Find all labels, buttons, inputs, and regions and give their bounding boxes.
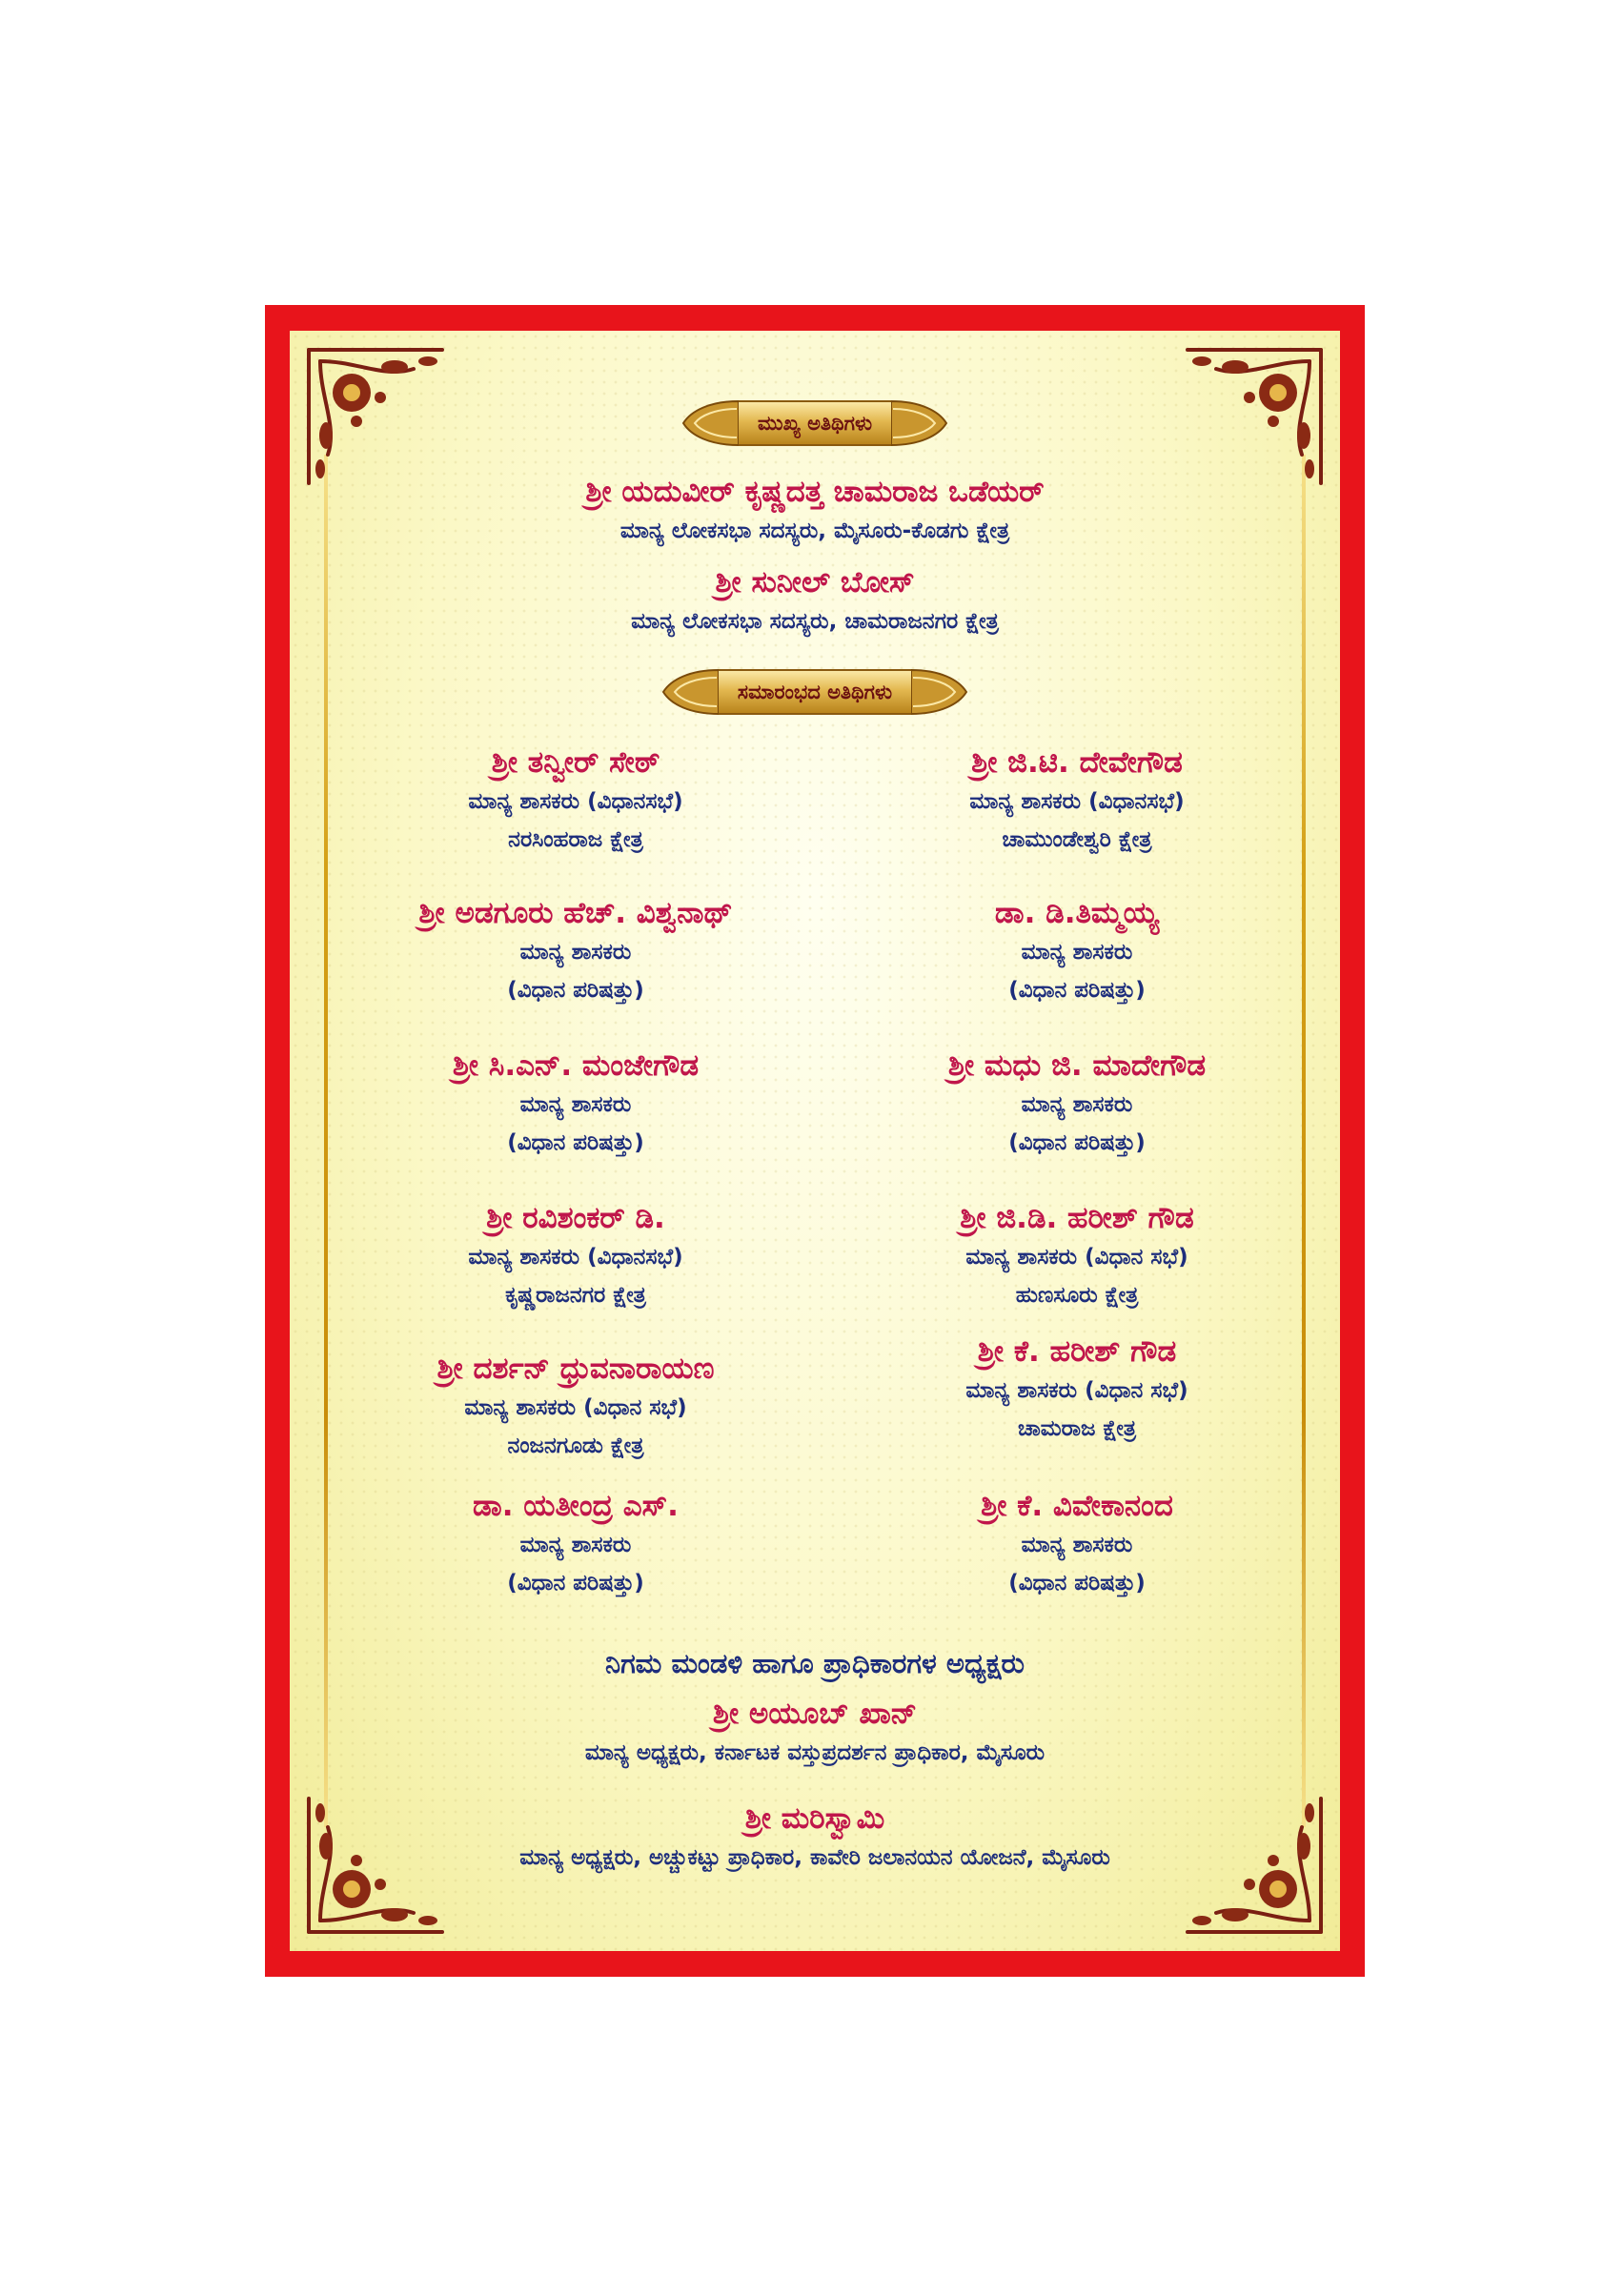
guest-house: (ವಿಧಾನ ಪರಿಷತ್ತು): [1008, 1571, 1146, 1596]
guest-designation: ಮಾನ್ಯ ಶಾಸಕರು: [519, 1533, 632, 1557]
guest-designation: ಮಾನ್ಯ ಲೋಕಸಭಾ ಸದಸ್ಯರು, ಚಾಮರಾಜನಗರ ಕ್ಷೇತ್ರ: [631, 609, 999, 634]
guest-designation: ಮಾನ್ಯ ಶಾಸಕರು: [1021, 1092, 1133, 1117]
boards-heading: ನಿಗಮ ಮಂಡಳಿ ಹಾಗೂ ಪ್ರಾಧಿಕಾರಗಳ ಅಧ್ಯಕ್ಷರು: [604, 1647, 1025, 1679]
guest-designation: ಮಾನ್ಯ ಶಾಸಕರು (ವಿಧಾನಸಭೆ): [969, 789, 1185, 814]
guest-left-5: [376, 1349, 776, 1465]
guest-house: (ವಿಧಾನ ಪರಿಷತ್ತು): [507, 1130, 644, 1155]
guest-designation: ಮಾನ್ಯ ಶಾಸಕರು: [519, 1092, 632, 1117]
guest-name: ಶ್ರೀ ಅಯೂಬ್ ಖಾನ್: [712, 1697, 918, 1731]
guest-left-4: [376, 1198, 776, 1314]
guest-name: ಡಾ. ಯತೀಂದ್ರ ಎಸ್.: [473, 1489, 679, 1523]
gold-rule-right: [1302, 455, 1306, 1827]
guest-designation: ಮಾನ್ಯ ಅಧ್ಯಕ್ಷರು, ಅಚ್ಚುಕಟ್ಟು ಪ್ರಾಧಿಕಾರ, ಕಾವೇರಿ ಜಲಾನಯನ ಯೋಜನೆ, ಮೈಸೂರು: [519, 1845, 1110, 1870]
guest-right-2: [877, 893, 1277, 1009]
guest-name: ಶ್ರೀ ಸುನೀಲ್ ಬೋಸ್: [715, 565, 915, 600]
guest-name: ಶ್ರೀ ಕೆ. ಹರೀಶ್ ಗೌಡ: [977, 1334, 1177, 1369]
invitation-card: [265, 305, 1365, 1977]
ornament-right-icon: [911, 666, 968, 718]
chief-guest-1: [290, 472, 1340, 550]
guest-left-3: [376, 1046, 776, 1162]
ornament-left-icon: [681, 397, 739, 449]
ceremony-guests-banner: [290, 666, 1340, 718]
guest-name: ಶ್ರೀ ಯದುವೀರ್ ಕೃಷ್ಣದತ್ತ ಚಾಮರಾಜ ಒಡೆಯರ್: [585, 475, 1045, 509]
guest-designation: ಮಾನ್ಯ ಶಾಸಕರು: [1021, 940, 1133, 965]
guest-house: (ವಿಧಾನ ಪರಿಷತ್ತು): [507, 978, 644, 1003]
guest-right-5: [877, 1332, 1277, 1448]
board-chair-1: [290, 1694, 1340, 1772]
guest-right-3: [877, 1046, 1277, 1162]
guest-designation: ಮಾನ್ಯ ಶಾಸಕರು (ವಿಧಾನ ಸಭೆ): [965, 1378, 1188, 1403]
chief-guests-heading: ಮುಖ್ಯ ಅತಿಥಿಗಳು: [739, 400, 891, 446]
guest-designation: ಮಾನ್ಯ ಲೋಕಸಭಾ ಸದಸ್ಯರು, ಮೈಸೂರು-ಕೊಡಗು ಕ್ಷೇತ್ರ: [619, 518, 1010, 543]
guest-designation: ಮಾನ್ಯ ಶಾಸಕರು: [1021, 1533, 1133, 1557]
guest-name: ಶ್ರೀ ಜಿ.ಡಿ. ಹರೀಶ್ ಗೌಡ: [960, 1201, 1194, 1235]
board-chair-2: [290, 1799, 1340, 1877]
guest-designation: ಮಾನ್ಯ ಶಾಸಕರು (ವಿಧಾನಸಭೆ): [468, 789, 683, 814]
ornament-right-icon: [891, 397, 948, 449]
guest-house: (ವಿಧಾನ ಪರಿಷತ್ತು): [1008, 1130, 1146, 1155]
guest-name: ಶ್ರೀ ಜಿ.ಟಿ. ದೇವೇಗೌಡ: [971, 745, 1183, 780]
guest-designation: ಮಾನ್ಯ ಶಾಸಕರು: [519, 940, 632, 965]
guest-right-1: [877, 742, 1277, 859]
guest-constituency: ಹುಣಸೂರು ಕ್ಷೇತ್ರ: [1015, 1283, 1139, 1308]
guest-left-2: [376, 893, 776, 1009]
ceremony-guests-heading: ಸಮಾರಂಭದ ಅತಿಥಿಗಳು: [719, 669, 911, 715]
guest-constituency: ನಂಜನಗೂಡು ಕ್ಷೇತ್ರ: [507, 1433, 644, 1458]
guest-constituency: ಕೃಷ್ಣರಾಜನಗರ ಕ್ಷೇತ್ರ: [505, 1283, 646, 1308]
guest-constituency: ಚಾಮರಾಜ ಕ್ಷೇತ್ರ: [1017, 1416, 1137, 1441]
gold-rule-left: [324, 455, 328, 1827]
guest-name: ಶ್ರೀ ಕೆ. ವಿವೇಕಾನಂದ: [981, 1489, 1173, 1523]
guest-designation: ಮಾನ್ಯ ಶಾಸಕರು (ವಿಧಾನಸಭೆ): [468, 1245, 683, 1270]
guest-name: ಶ್ರೀ ಅಡಗೂರು ಹೆಚ್. ವಿಶ್ವನಾಥ್: [418, 896, 733, 930]
guest-name: ಡಾ. ಡಿ.ತಿಮ್ಮಯ್ಯ: [994, 896, 1160, 930]
card-panel: [290, 331, 1340, 1951]
guest-house: (ವಿಧಾನ ಪರಿಷತ್ತು): [1008, 978, 1146, 1003]
guest-constituency: ಚಾಮುಂಡೇಶ್ವರಿ ಕ್ಷೇತ್ರ: [1002, 827, 1152, 852]
boards-heading-block: [290, 1644, 1340, 1682]
guest-constituency: ನರಸಿಂಹರಾಜ ಕ್ಷೇತ್ರ: [508, 827, 643, 852]
guest-name: ಶ್ರೀ ರವಿಶಂಕರ್ ಡಿ.: [486, 1201, 665, 1235]
guest-name: ಶ್ರೀ ದರ್ಶನ್ ಧ್ರುವನಾರಾಯಣ: [436, 1352, 715, 1386]
guest-left-6: [376, 1486, 776, 1602]
chief-guests-banner: [290, 397, 1340, 449]
ornament-left-icon: [661, 666, 719, 718]
guest-right-4: [877, 1198, 1277, 1314]
guest-right-6: [877, 1486, 1277, 1602]
guest-designation: ಮಾನ್ಯ ಶಾಸಕರು (ವಿಧಾನ ಸಭೆ): [464, 1395, 687, 1420]
guest-name: ಶ್ರೀ ಮಧು ಜಿ. ಮಾದೇಗೌಡ: [947, 1048, 1207, 1083]
guest-left-1: [376, 742, 776, 859]
guest-name: ಶ್ರೀ ತನ್ವೀರ್ ಸೇಠ್: [491, 745, 660, 780]
guest-name: ಶ್ರೀ ಮರಿಸ್ವಾಮಿ: [744, 1801, 885, 1836]
guest-house: (ವಿಧಾನ ಪರಿಷತ್ತು): [507, 1571, 644, 1596]
guest-designation: ಮಾನ್ಯ ಶಾಸಕರು (ವಿಧಾನ ಸಭೆ): [965, 1245, 1188, 1270]
guest-name: ಶ್ರೀ ಸಿ.ಎನ್. ಮಂಜೇಗೌಡ: [452, 1048, 700, 1083]
chief-guest-2: [290, 562, 1340, 640]
guest-designation: ಮಾನ್ಯ ಅಧ್ಯಕ್ಷರು, ಕರ್ನಾಟಕ ವಸ್ತುಪ್ರದರ್ಶನ ಪ್ರಾಧಿಕಾರ, ಮೈಸೂರು: [584, 1740, 1045, 1765]
